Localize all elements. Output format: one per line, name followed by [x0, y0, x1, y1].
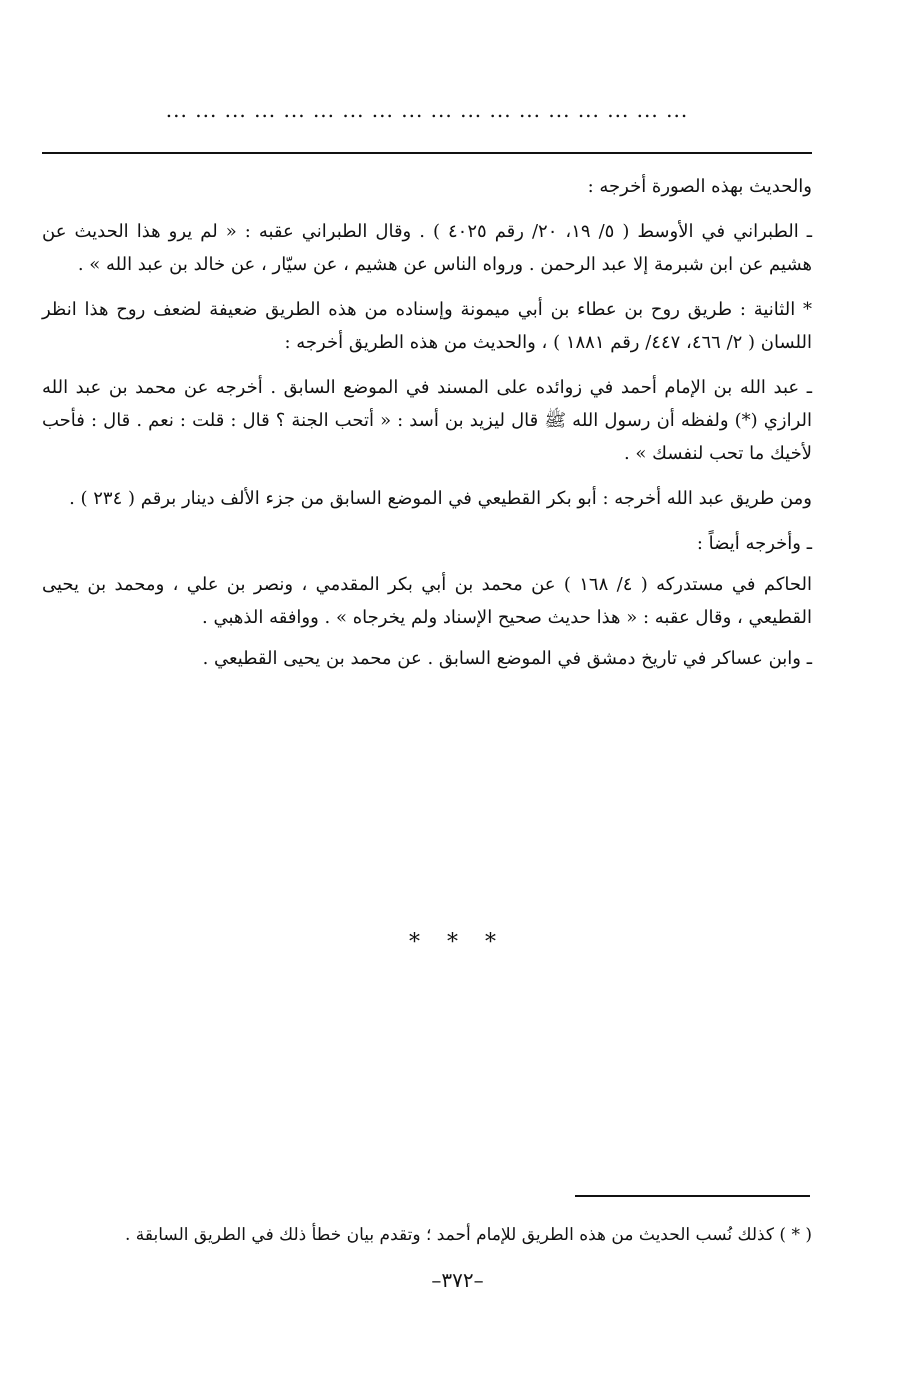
page-number: –٣٧٢– — [431, 1268, 484, 1292]
paragraph-qatii: ومن طريق عبد الله أخرجه : أبو بكر القطيعي في الموضع السابق من جزء الألف دينار برقم ( ٢٣٤ ) . — [69, 488, 812, 509]
paragraph-abdullah: ـ عبد الله بن الإمام أحمد في زوائده على المسند في الموضع السابق . أخرجه عن محمد بن عبد الله الرازي (*) ولفظه أن رسول الله ﷺ قال ليزيد بن أسد : « أتحب الجنة ؟ قال : قلت : نعم . قال : فأحب لأخيك ما تحب لنفسك » . — [42, 377, 812, 464]
paragraph-second-route: * الثانية : طريق روح بن عطاء بن أبي ميمونة وإسناده من هذه الطريق ضعيفة لضعف روح هذا انظر اللسان ( ٢/ ٤٦٦، ٤٤٧/ رقم ١٨٨١ ) ، والحديث من هذه الطريق أخرجه : — [42, 299, 812, 353]
footnote: ( * ) كذلك نُسب الحديث من هذه الطريق للإمام أحمد ؛ وتقدم بيان خطأ ذلك في الطريق السابقة . — [124, 1225, 812, 1245]
paragraph-intro: والحديث بهذه الصورة أخرجه : — [587, 176, 812, 197]
header-rule — [42, 152, 812, 154]
footnote-rule — [575, 1195, 810, 1197]
paragraph-ibn-asakir: ـ وابن عساكر في تاريخ دمشق في الموضع السابق . عن محمد بن يحيى القطيعي . — [202, 648, 812, 669]
paragraph-tabarani: ـ الطبراني في الأوسط ( ٥/ ١٩، ٢٠/ رقم ٤٠٢٥ ) . وقال الطبراني عقبه : « لم يرو هذا الحديث عن هشيم عن ابن شبرمة إلا عبد الرحمن . ورواه الناس عن هشيم ، عن سيّار ، عن خالد بن عبد الله » . — [42, 221, 812, 275]
main-text — [42, 170, 812, 687]
paragraph-hakim: الحاكم في مستدركه ( ٤/ ١٦٨ ) عن محمد بن أبي بكر المقدمي ، ونصر بن علي ، ومحمد بن يحيى القطيعي ، وقال عقبه : « هذا حديث صحيح الإسناد ولم يخرجاه » . ووافقه الذهبي . — [42, 574, 812, 628]
ellipsis-line: ... ... ... ... ... ... ... ... ... ... ... ... ... ... ... ... ... ... — [165, 98, 689, 122]
section-separator: * * * — [409, 930, 506, 955]
paragraph-also: ـ وأخرجه أيضاً : — [696, 533, 812, 554]
